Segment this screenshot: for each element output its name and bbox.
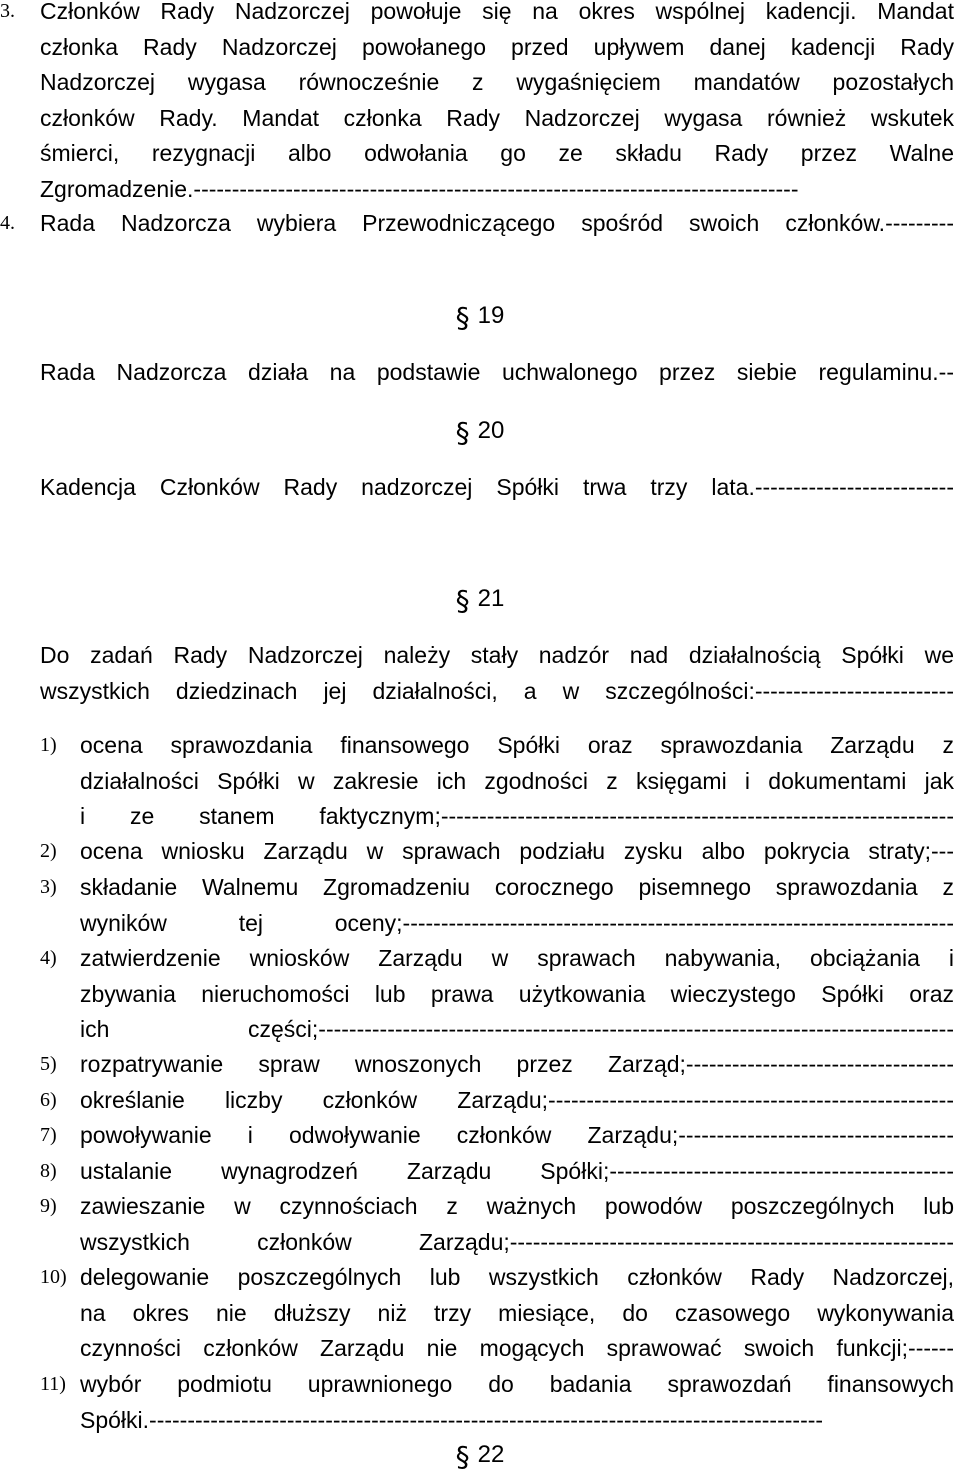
item-text [80, 1047, 954, 1083]
text-line: ustalanie wynagrodzeń Zarządu Spółki;--------------------------------------------- [80, 1158, 954, 1184]
item-text [80, 834, 954, 870]
text-line: składanie Walnemu Zgromadzeniu corocznego pisemnego sprawozdania z [80, 874, 954, 900]
section-symbol: § [455, 1440, 470, 1473]
item-text [80, 1118, 954, 1154]
text-line: wybór podmiotu uprawnionego do badania sprawozdań finansowych [80, 1371, 954, 1397]
section-symbol: § [455, 584, 470, 617]
item-number: 9) [40, 1195, 57, 1217]
section-intro [40, 638, 954, 709]
item-text [80, 941, 954, 1048]
section-symbol: § [455, 416, 470, 449]
section-text [40, 355, 954, 391]
text-line: zatwierdzenie wniosków Zarządu w sprawach nabywania, obciążania i [80, 945, 954, 971]
text-line: Spółki.---------------------------------------------------------------------------------------- [80, 1406, 824, 1433]
section-number: 19 [477, 302, 505, 329]
item-number: 8) [40, 1160, 57, 1182]
text-line: Zgromadzenie.------------------------------------------------------------------------------- [40, 175, 799, 202]
item-text [80, 1260, 954, 1367]
text-line: wszystkich dziedzinach jej działalności, a w szczególności:-------------------------- [40, 677, 954, 704]
section-text [40, 470, 954, 506]
text-line: Do zadań Rady Nadzorczej należy stały nadzór nad działalnością Spółki we [40, 642, 954, 668]
text-line: wyników tej oceny;------------------------------------------------------------------------ [80, 909, 954, 936]
text-line: zawieszanie w czynnościach z ważnych powodów poszczególnych lub [80, 1193, 954, 1219]
text-line: Rada Nadzorcza wybiera Przewodniczącego spośród swoich członków.--------- [40, 210, 954, 236]
item-number: 4. [0, 212, 15, 234]
text-line: zbywania nieruchomości lub prawa użytkowania wieczystego Spółki oraz [80, 980, 954, 1007]
section-number: 21 [477, 585, 505, 612]
item-text [80, 1083, 954, 1119]
section-heading [0, 416, 960, 448]
text-line: rozpatrywanie spraw wnoszonych przez Zarząd;----------------------------------- [80, 1051, 954, 1077]
text-line: czynności członków Zarządu nie mogących sprawować swoich funkcji;------ [80, 1335, 954, 1361]
text-line: ocena wniosku Zarządu w sprawach podziału zysku albo pokrycia straty;--- [80, 838, 954, 864]
item-number: 3. [0, 0, 15, 22]
text-line: ocena sprawozdania finansowego Spółki oraz sprawozdania Zarządu z [80, 732, 954, 758]
item-number: 5) [40, 1053, 57, 1075]
item-text [40, 206, 954, 242]
item-text [80, 1154, 954, 1190]
text-line: wszystkich członków Zarządu;---------------------------------------------------------- [80, 1228, 954, 1255]
item-number: 11) [40, 1373, 66, 1395]
item-text [40, 0, 954, 207]
text-line: śmierci, rezygnacji albo odwołania go ze składu Rady przez Walne [40, 140, 954, 166]
item-number: 2) [40, 840, 57, 862]
item-text [80, 1189, 954, 1260]
item-text [80, 728, 954, 835]
text-line: Rada Nadzorcza działa na podstawie uchwalonego przez siebie regulaminu.-- [40, 359, 954, 385]
section-heading [0, 1440, 960, 1472]
item-number: 10) [40, 1266, 67, 1288]
text-line: powoływanie i odwoływanie członków Zarządu;------------------------------------ [80, 1122, 954, 1148]
text-line: członków Rady. Mandat członka Rady Nadzorczej wygasa również wskutek [40, 104, 954, 131]
text-line: i ze stanem faktycznym;------------------------------------------------------------------- [80, 803, 954, 829]
section-number: 20 [477, 417, 505, 444]
item-text [80, 1367, 954, 1438]
item-number: 4) [40, 947, 57, 969]
text-line: Kadencja Członków Rady nadzorczej Spółki trwa trzy lata.-------------------------- [40, 474, 954, 500]
text-line: członka Rady Nadzorczej powołanego przed upływem danej kadencji Rady [40, 33, 954, 60]
text-line: działalności Spółki w zakresie ich zgodności z księgami i dokumentami jak [80, 767, 954, 794]
section-symbol: § [455, 301, 470, 334]
item-number: 7) [40, 1124, 57, 1146]
text-line: ich części;----------------------------------------------------------------------------------- [80, 1016, 954, 1042]
item-number: 3) [40, 876, 57, 898]
item-number: 6) [40, 1089, 57, 1111]
text-line: Nadzorczej wygasa równocześnie z wygaśnięciem mandatów pozostałych [40, 69, 954, 95]
section-heading [0, 584, 960, 616]
text-line: Członków Rady Nadzorczej powołuje się na okres wspólnej kadencji. Mandat [40, 0, 954, 24]
item-text [80, 870, 954, 941]
text-line: określanie liczby członków Zarządu;----------------------------------------------------- [80, 1087, 954, 1113]
item-number: 1) [40, 734, 57, 756]
text-line: na okres nie dłuższy niż trzy miesiące, do czasowego wykonywania [80, 1299, 954, 1326]
section-heading [0, 301, 960, 333]
section-number: 22 [477, 1441, 505, 1468]
text-line: delegowanie poszczególnych lub wszystkich członków Rady Nadzorczej, [80, 1264, 954, 1290]
